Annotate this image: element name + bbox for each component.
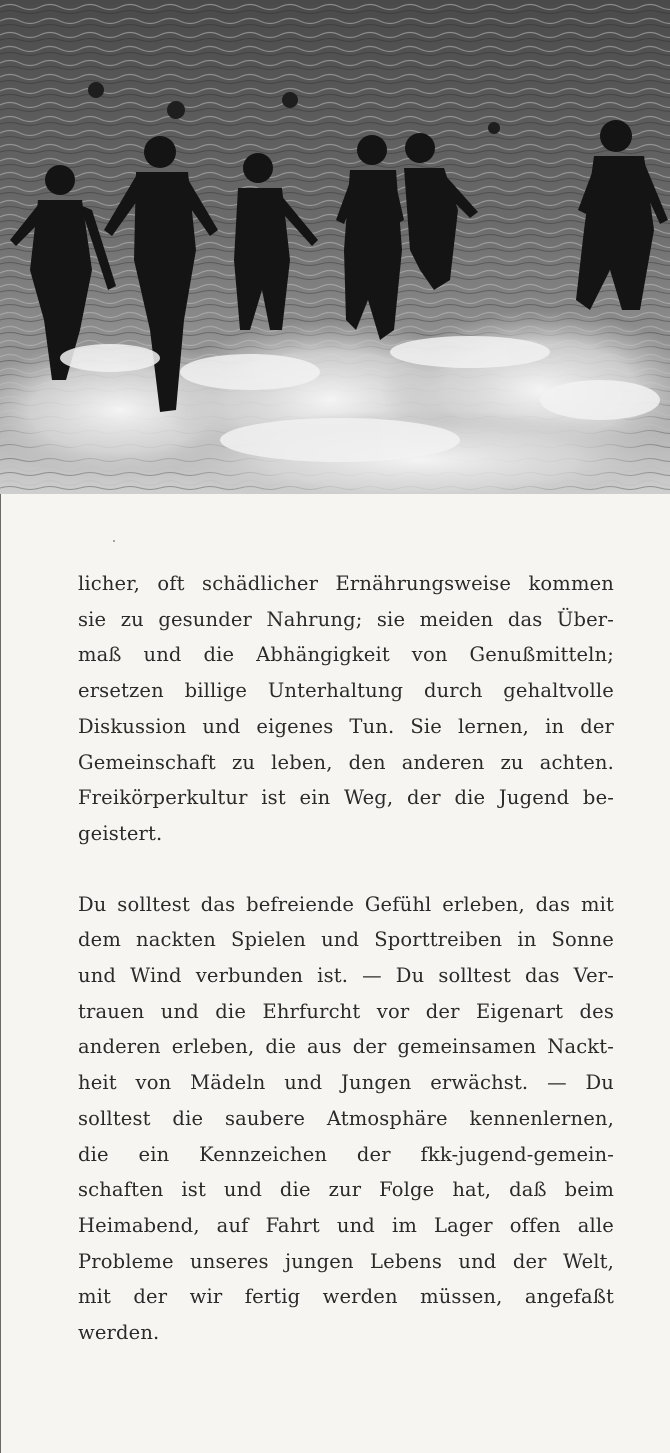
text-line: und Wind verbunden ist. — Du solltest das Ver- [78, 964, 614, 988]
paragraph-2 [78, 887, 614, 1351]
text-line: Du solltest das befreiende Gefühl erleben, das mit [78, 892, 614, 916]
text-line: Diskussion und eigenes Tun. Sie lernen, in der [78, 714, 614, 738]
text-line: maß und die Abhängigkeit von Genußmitteln; [78, 643, 614, 667]
text-line: sie zu gesunder Nahrung; sie meiden das Über- [78, 607, 614, 631]
text-line: Freikörperkultur ist ein Weg, der die Jugend be- [78, 786, 614, 810]
photo-illustration [0, 0, 670, 494]
text-line: Gemeinschaft zu leben, den anderen zu achten. [78, 750, 614, 774]
text-line: geistert. [78, 821, 163, 845]
paragraph-1 [78, 566, 614, 852]
page-edge-line [0, 494, 1, 1453]
print-speck [113, 540, 115, 542]
text-line: werden. [78, 1321, 160, 1345]
photo-swimmers [0, 0, 670, 494]
text-line: schaften ist und die zur Folge hat, daß beim [78, 1178, 614, 1202]
text-line: anderen erleben, die aus der gemeinsamen Nackt- [78, 1035, 614, 1059]
text-line: ersetzen billige Unterhaltung durch gehaltvolle [78, 679, 614, 703]
text-line: trauen und die Ehrfurcht vor der Eigenart des [78, 999, 614, 1023]
text-line: Probleme unseres jungen Lebens und der Welt, [78, 1249, 614, 1273]
text-line: die ein Kennzeichen der fkk-jugend-gemein- [78, 1142, 614, 1166]
text-line: solltest die saubere Atmosphäre kennenlernen, [78, 1106, 614, 1130]
text-line: mit der wir fertig werden müssen, angefaßt [78, 1285, 614, 1309]
text-line: heit von Mädeln und Jungen erwächst. — Du [78, 1071, 614, 1095]
body-text [78, 566, 614, 1351]
text-line: licher, oft schädlicher Ernährungsweise kommen [78, 572, 614, 595]
text-line: dem nackten Spielen und Sporttreiben in Sonne [78, 928, 614, 952]
text-line: Heimabend, auf Fahrt und im Lager offen alle [78, 1213, 614, 1237]
